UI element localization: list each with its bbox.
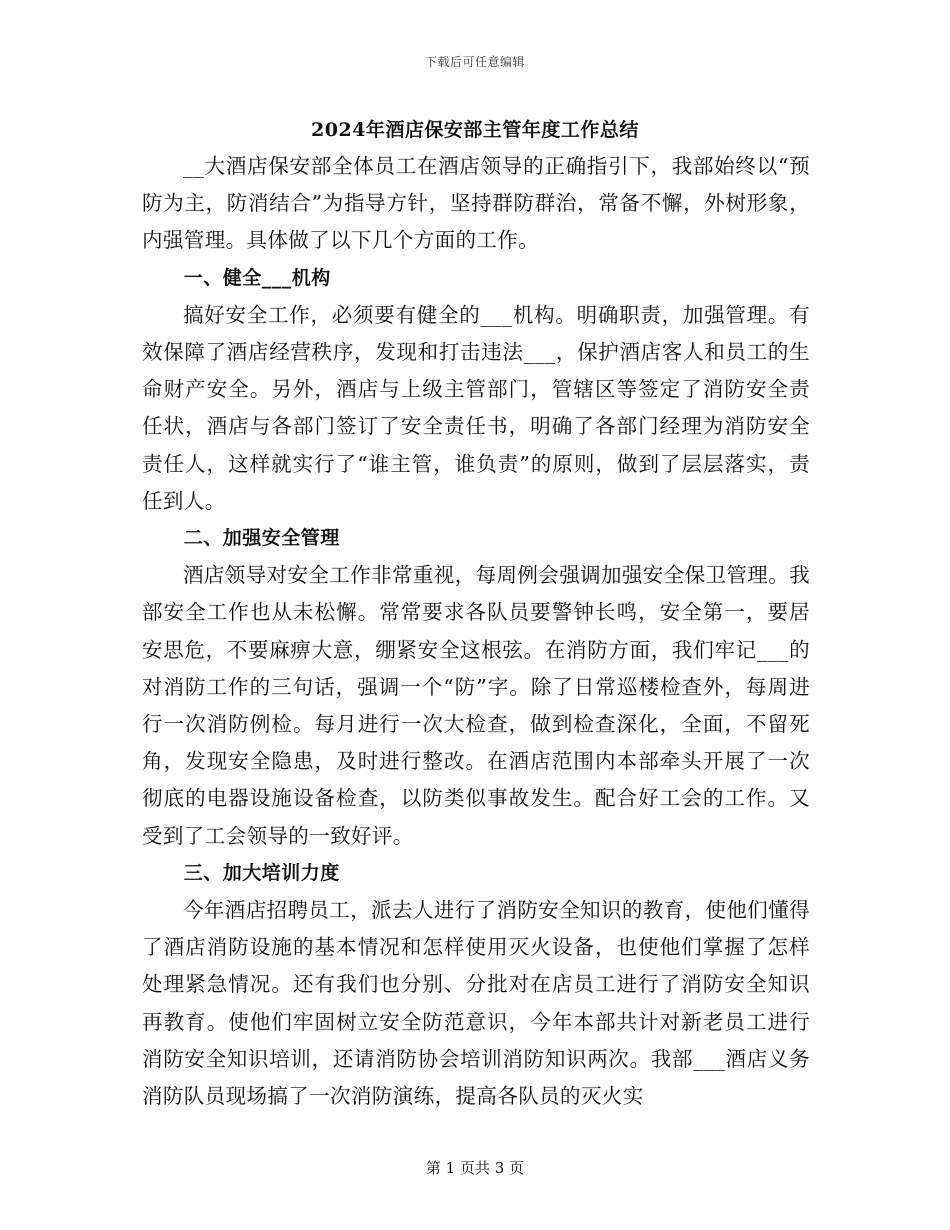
section-heading-1: 一、健全___机构 <box>183 266 331 289</box>
section-body-2: 酒店领导对安全工作非常重视，每周例会强调加强安全保卫管理。我部安全工作也从未松懈。常常要求各队员要警钟长鸣，安全第一，要居安思危，不要麻痹大意，绷紧安全这根弦。在消防方面，我们牢记___的对消防工作的三句话，强调一个“防”字。除了日常巡楼检查外，每周进行一次消防例检。每月进行一次大检查，做到检查深化，全面，不留死角，发现安全隐患，及时进行整改。在酒店范围内本部牵头开展了一次彻底的电器设施设备检查，以防类似事故发生。配合好工会的工作。又受到了工会领导的一致好评。 <box>142 563 810 848</box>
section-body-3: 今年酒店招聘员工，派去人进行了消防安全知识的教育，使他们懂得了酒店消防设施的基本情况和怎样使用灭火设备，也使他们掌握了怎样处理紧急情况。还有我们也分别、分批对在店员工进行了消防安全知识再教育。使他们牢固树立安全防范意识，今年本部共计对新老员工进行消防安全知识培训，还请消防协会培训消防知识两次。我部___酒店义务消防队员现场搞了一次消防演练，提高各队员的灭火实 <box>142 898 810 1109</box>
page-number: 第 1 页共 3 页 <box>425 1159 525 1177</box>
document-title: 2024年酒店保安部主管年度工作总结 <box>311 119 639 141</box>
section-heading-2: 二、加强安全管理 <box>183 527 340 550</box>
document-body <box>142 148 810 1115</box>
section-heading-3: 三、加大培训力度 <box>183 861 340 884</box>
header-note: 下载后可任意编辑 <box>424 55 525 69</box>
intro-paragraph: __大酒店保安部全体员工在酒店领导的正确指引下，我部始终以“预防为主，防消结合”为指导方针，坚持群防群治，常备不懈，外树形象，内强管理。具体做了以下几个方面的工作。 <box>142 154 810 253</box>
section-body-1: 搞好安全工作，必须要有健全的___机构。明确职责，加强管理。有效保障了酒店经营秩序，发现和打击违法___，保护酒店客人和员工的生命财产安全。另外，酒店与上级主管部门，管辖区等签定了消防安全责任状，酒店与各部门签订了安全责任书，明确了各部门经理为消防安全责任人，这样就实行了“谁主管，谁负责”的原则，做到了层层落实，责任到人。 <box>142 302 810 513</box>
